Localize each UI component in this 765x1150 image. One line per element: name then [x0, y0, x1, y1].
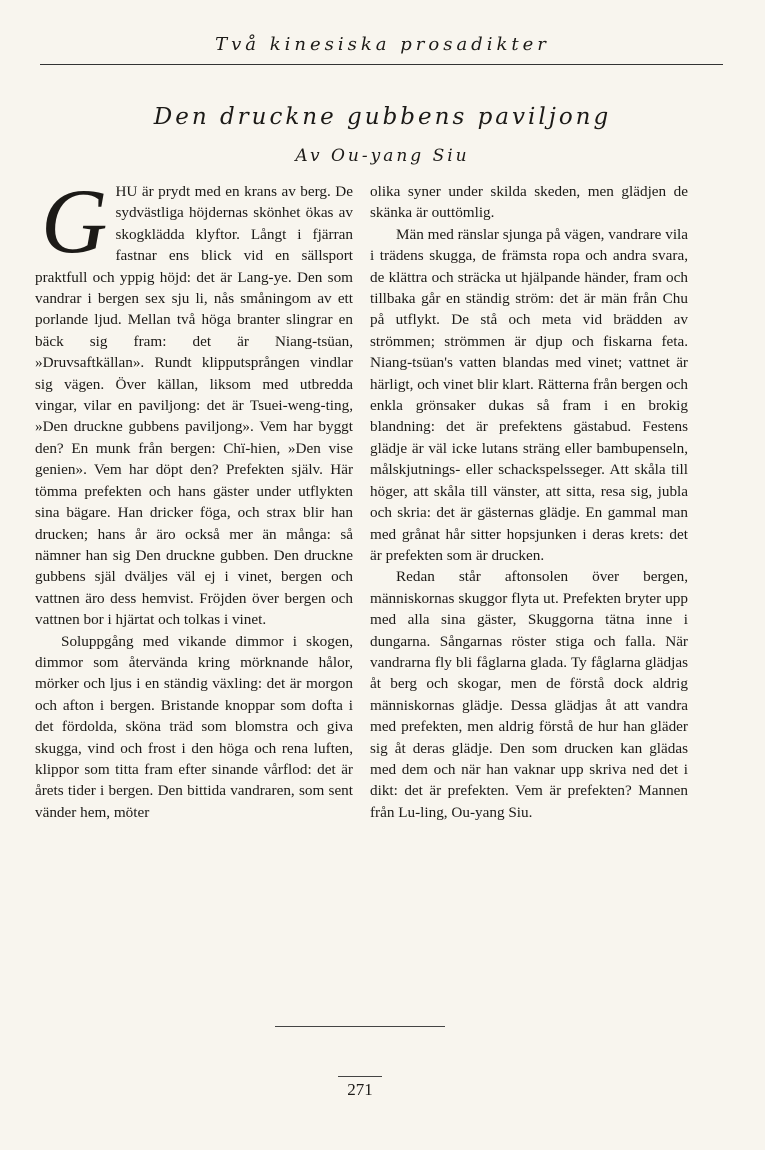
paragraph: Soluppgång med vikande dimmor i skogen, dimmor som återvända kring mörknande hålor, mörker och ljus i en ständig växling: det är morgon och afton i bergen. Bristande knoppar som dofta i det fördolda, sköna träd som blomstra och giva skugga, vind och frost i den höga och rena luften, klippor som titta fram efter sinande vårflod: det är årets tider i bergen. Den bittida vandraren, som sent vänder hem, möter [35, 632, 353, 821]
paragraph: Män med ränslar sjunga på vägen, vandrare vila i trädens skugga, de främsta ropa och andra svara, de klättra och sträcka ut hjälpande händer, fram och tillbaka går en ständig ström: det är män från Chu på utflykt. De stå och meta vid brädden av strömmen; strömmen är djup och fiskarna feta. Niang-tsüan's vatten blandas med vinet; vattnet är härligt, och vinet blir klart. Rätterna från bergen och enkla grönsaker dukas så fram i en brokig blandning: det är prefektens gästabud. Festens glädje är väl icke lutans sträng eller bambupenseln, målskjutnings- eller schackspelsseger. Att skåla till höger, att skåla till vänster, att sitta, resa sig, jubla och skria: det är gästernas glädje. En gammal man med grånat hår sitter hopsjunken i deras krets: det är prefekten som är drucken. [370, 225, 688, 564]
paragraph [35, 170, 353, 631]
drop-cap: G [41, 170, 108, 272]
paragraph-text: HU är prydt med en krans av berg. De sydvästliga höjdernas skönhet ökas av skogklädda klyftor. Långt i fjärran fastnar ens blick vid en sällsport praktfull och yppig höjd: det är Lang-ye. Den som vandrar i bergen sex sju li, nås småningom av ett porlande ljud. Mellan två höga branter slingrar en bäck sig fram: det är Niang-tsüan, »Druvsaftkällan». Rundt klipputsprången vindlar sig vägen. Över källan, liksom med utbredda vingar, vilar en paviljong: det är Tsuei-weng-ting, »Den druckne gubbens paviljong». Vem har byggt den? En munk från bergen: Chï-hien, »Den vise genien». Vem har döpt den? Prefekten själv. Här tömma prefekten och hans gäster under utflykten sina bägare. Han dricker föga, och strax blir han drucken; hans år äro också mer än många: så nämner han sig Den druckne gubben. Den druckne gubbens själ dväljes väl ej i vinet, bergen och vattnen äro dess hemvist. Fröjden över bergen och vattnen bor i hjärtat och tolkas i vinet. [35, 183, 353, 629]
poem-title: Den druckne gubbens paviljong [153, 104, 612, 130]
paragraph: olika syner under skilda skeden, men glädjen de skänka är outtömlig. [370, 183, 688, 222]
author-line: Av Ou-yang Siu [295, 146, 470, 166]
footer-rule [275, 1026, 445, 1027]
paragraph: Redan står aftonsolen över bergen, människornas skuggor flyta ut. Prefekten bryter upp med alla sina gäster, Skuggorna tätna inne i dungarna. Sångarnas röster stiga och falla. När vandrarna fly bli fåglarna glada. Ty fåglarna glädjas åt berg och skogar, men de förstå dock aldrig människornas glädje. Dessa glädjas åt att vandra med prefekten, men aldrig förstå de hur han gläder sig åt deras glädje. Den som drucken kan glädas med dem och när han vaknar upp skriva ned det i dikt: det är prefekten. Vem är prefekten? Mannen från Lu-ling, Ou-yang Siu. [370, 568, 688, 821]
header-rule [40, 64, 723, 65]
page-number: 271 [347, 1080, 373, 1099]
running-head: Två kinesiska prosadikter [215, 34, 550, 55]
right-column [370, 181, 688, 823]
page-number-rule [338, 1076, 382, 1077]
left-column [35, 170, 353, 823]
